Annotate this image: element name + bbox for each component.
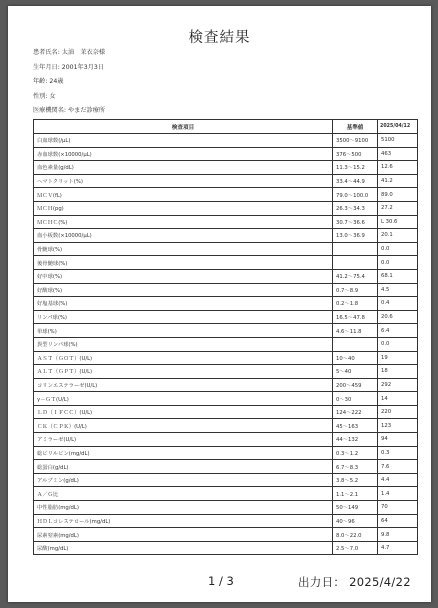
row-reference: 26.3～34.3 [333,201,378,215]
row-value: 64 [378,514,418,528]
table-row [34,514,418,528]
row-item: 尿酸(mg/dL) [34,541,333,555]
table-row [34,528,418,542]
row-value: 18 [378,365,418,379]
table-row [34,433,418,447]
table-row [34,487,418,501]
row-value: 123 [378,419,418,433]
page-indicator: 1 / 3 [208,574,234,588]
row-reference: 3500～9100 [333,134,378,148]
row-value: 0.0 [378,337,418,351]
table-header-row [34,120,418,134]
patient-age: 年齢: 24歳 [33,78,64,86]
row-value: 89.0 [378,188,418,202]
row-reference: 4.6～11.8 [333,324,378,338]
table-row [34,392,418,406]
row-reference: 44～132 [333,433,378,447]
results-table [33,119,418,555]
row-item: ＡＬＴ（ＧＰＴ）(U/L) [34,365,333,379]
row-item: アミラーゼ(U/L) [34,433,333,447]
table-row [34,419,418,433]
row-value: 463 [378,147,418,161]
row-value: 7.6 [378,460,418,474]
patient-name: 患者氏名: 太油 茉衣奈様 [33,49,106,56]
row-item: 血色素量(g/dL) [34,161,333,175]
table-row [34,161,418,175]
row-item: Ａ／Ｇ比 [34,487,333,501]
row-value: 20.1 [378,229,418,243]
table-row [34,460,418,474]
table-row [34,229,418,243]
row-reference: 16.5～47.8 [333,310,378,324]
table-row [34,134,418,148]
table-row [34,283,418,297]
table-row [34,446,418,460]
row-reference: 30.7～36.6 [333,215,378,229]
row-reference: 6.7～8.3 [333,460,378,474]
row-reference: 40～96 [333,514,378,528]
table-row [34,310,418,324]
row-item: ＭＣＨ(pg) [34,201,333,215]
row-value: 0.0 [378,242,418,256]
row-reference: 0.2～1.8 [333,297,378,311]
row-item: 後骨髄球(%) [34,256,333,270]
row-reference: 1.1～2.1 [333,487,378,501]
table-row [34,351,418,365]
row-item: 中性脂肪(mg/dL) [34,501,333,515]
row-reference: 124～222 [333,405,378,419]
row-value: 9.8 [378,528,418,542]
table-row [34,541,418,555]
table-row [34,365,418,379]
row-item: 単球(%) [34,324,333,338]
row-item: ＭＣＶ(fL) [34,188,333,202]
table-row [34,242,418,256]
row-item: ＣＫ（ＣＰＫ）(U/L) [34,419,333,433]
row-item: 好酸球(%) [34,283,333,297]
row-reference: 3.8～5.2 [333,473,378,487]
row-reference [333,337,378,351]
row-value: 27.2 [378,201,418,215]
row-item: コリンエステラーゼ(U/L) [34,378,333,392]
patient-sex: 性別: 女 [33,92,56,100]
row-item: ＡＳＴ（ＧＯＴ）(U/L) [34,351,333,365]
row-item: ＬＤ（ＩＦＣＣ）(U/L) [34,405,333,419]
table-row [34,473,418,487]
clinic-name: 医療機関名: やまだ診療所 [33,107,106,115]
row-value: 41.2 [378,174,418,188]
row-reference: 50～149 [333,501,378,515]
table-row [34,378,418,392]
table-row [34,337,418,351]
row-item: 赤血球数(×10000/μL) [34,147,333,161]
header-date: 2025/04/12 [378,120,418,134]
row-reference: 41.2～75.4 [333,269,378,283]
row-reference: 10～40 [333,351,378,365]
row-item: 好中球(%) [34,269,333,283]
patient-info [33,48,105,121]
row-reference: 0.7～8.9 [333,283,378,297]
row-reference [333,256,378,270]
row-value: 0.4 [378,297,418,311]
row-reference: 11.3～15.2 [333,161,378,175]
row-value: 70 [378,501,418,515]
row-value: 6.4 [378,324,418,338]
row-value: 4.7 [378,541,418,555]
row-reference: 200～459 [333,378,378,392]
row-reference: 376～500 [333,147,378,161]
row-reference: 79.0～100.0 [333,188,378,202]
row-reference: 45～163 [333,419,378,433]
row-item: ＨＤＬコレステロール(mg/dL) [34,514,333,528]
row-item: 総蛋白(g/dL) [34,460,333,474]
table-row [34,297,418,311]
table-row [34,201,418,215]
row-item: 好塩基球(%) [34,297,333,311]
row-value: 68.1 [378,269,418,283]
row-value: 220 [378,405,418,419]
row-item: ＭＣＨＣ(%) [34,215,333,229]
row-value: L 30.6 [378,215,418,229]
row-reference: 0～30 [333,392,378,406]
row-item: 白血球数(/μL) [34,134,333,148]
row-reference: 8.0～22.0 [333,528,378,542]
row-item: 血小板数(×10000/μL) [34,229,333,243]
row-reference: 33.4～44.9 [333,174,378,188]
table-row [34,188,418,202]
patient-birthdate: 生年月日: 2001年3月3日 [33,63,104,71]
row-value: 4.4 [378,473,418,487]
row-value: 94 [378,433,418,447]
row-reference: 5～40 [333,365,378,379]
row-reference: 0.3～1.2 [333,446,378,460]
table-row [34,147,418,161]
row-value: 14 [378,392,418,406]
row-reference: 13.0～36.9 [333,229,378,243]
row-item: ヘマトクリット(%) [34,174,333,188]
report-page [8,6,431,602]
row-value: 12.6 [378,161,418,175]
row-item: 総ビリルビン(mg/dL) [34,446,333,460]
row-item: アルブミン(g/dL) [34,473,333,487]
row-item: リンパ球(%) [34,310,333,324]
table-row [34,501,418,515]
issue-date: 出力日： 2025/4/22 [298,575,411,589]
row-value: 292 [378,378,418,392]
row-item: 骨髄球(%) [34,242,333,256]
table-row [34,215,418,229]
table-row [34,405,418,419]
row-item: 異型リンパ球(%) [34,337,333,351]
row-value: 20.6 [378,310,418,324]
table-row [34,174,418,188]
row-item: 尿素窒素(mg/dL) [34,528,333,542]
table-row [34,269,418,283]
table-row [34,324,418,338]
row-value: 0.3 [378,446,418,460]
row-value: 19 [378,351,418,365]
row-value: 0.0 [378,256,418,270]
row-reference [333,242,378,256]
header-item: 検査項目 [34,120,333,134]
row-item: γ－ＧＴ(U/L) [34,392,333,406]
header-reference: 基準値 [333,120,378,134]
row-reference: 2.5～7.0 [333,541,378,555]
row-value: 4.5 [378,283,418,297]
page-title: 検査結果 [188,30,251,46]
row-value: 5100 [378,134,418,148]
row-value: 1.4 [378,487,418,501]
table-row [34,256,418,270]
